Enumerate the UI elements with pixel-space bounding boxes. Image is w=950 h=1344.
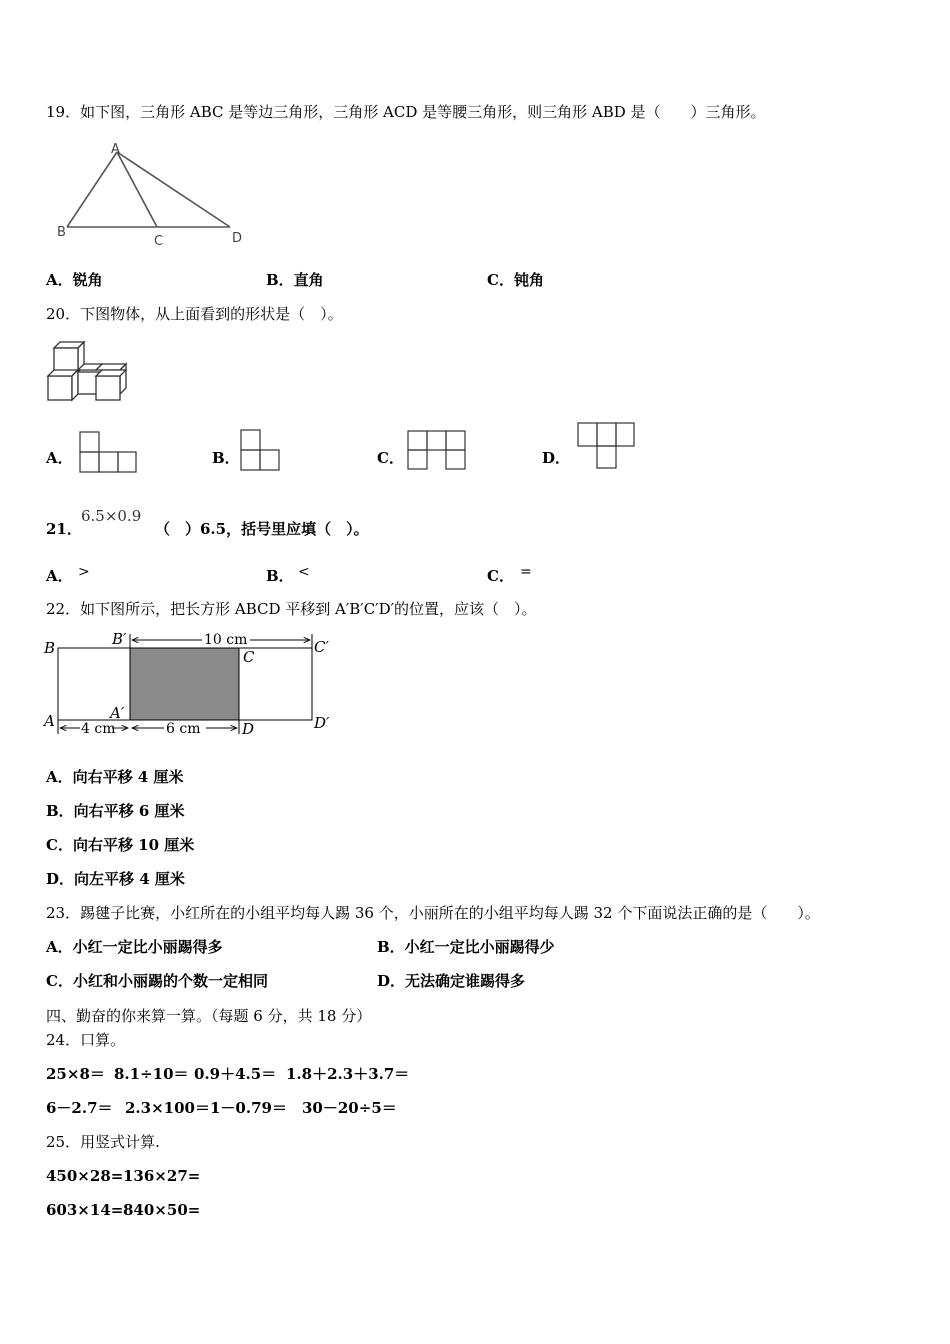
label-d: D bbox=[242, 720, 255, 738]
label-a-prime: A′ bbox=[110, 704, 125, 722]
q25-item: 136×27= bbox=[123, 1167, 201, 1185]
label-b-prime: B′ bbox=[112, 630, 127, 648]
q23-option-d: D．无法确定谁踢得多 bbox=[377, 972, 526, 990]
q24-item: 25×8＝ bbox=[46, 1065, 105, 1083]
label-a: A bbox=[111, 142, 120, 157]
q24-item: 1.8＋2.3＋3.7＝ bbox=[286, 1065, 410, 1083]
q19-option-c: C．钝角 bbox=[487, 271, 544, 289]
section-4-title: 四、勤奋的你来算一算。（每题 6 分，共 18 分） bbox=[46, 1007, 372, 1025]
option-d-shape bbox=[578, 423, 636, 471]
q25-text: 25．用竖式计算. bbox=[46, 1133, 160, 1151]
label-c: C bbox=[154, 234, 164, 249]
q23-option-b: B．小红一定比小丽踢得少 bbox=[377, 938, 555, 956]
q23-option-c: C．小红和小丽踢的个数一定相同 bbox=[46, 972, 268, 990]
option-b-shape bbox=[241, 430, 281, 472]
q21-number: 21． bbox=[46, 520, 82, 538]
label-d-prime: D′ bbox=[314, 714, 330, 732]
cube-figure bbox=[46, 340, 136, 404]
q21-expression: 6.5×0.9 bbox=[81, 507, 142, 525]
label-a: A bbox=[44, 712, 55, 730]
q22-option-a: A．向右平移 4 厘米 bbox=[46, 768, 184, 786]
label-b: B bbox=[44, 639, 56, 657]
q25-item: 840×50= bbox=[123, 1201, 201, 1219]
q20-option-c: C． bbox=[377, 449, 404, 467]
dim-10cm: 10 cm bbox=[204, 632, 248, 648]
q24-text: 24．口算。 bbox=[46, 1031, 126, 1049]
q25-item: 450×28= bbox=[46, 1167, 124, 1185]
label-b: B bbox=[57, 225, 66, 240]
q20-text: 20．下图物体，从上面看到的形状是（ ）。 bbox=[46, 305, 343, 323]
shaded-rectangle bbox=[130, 648, 239, 720]
q19-option-b: B．直角 bbox=[266, 271, 324, 289]
label-c-prime: C′ bbox=[314, 638, 329, 656]
q23-text: 23．踢毽子比赛，小红所在的小组平均每人踢 36 个，小丽所在的小组平均每人踢 32 个下面说法正确的是（ ）。 bbox=[46, 904, 820, 922]
q22-text: 22．如下图所示，把长方形 ABCD 平移到 A′B′C′D′的位置，应该（ ）。 bbox=[46, 600, 537, 618]
q21-option-b: B． bbox=[266, 567, 294, 585]
q19-option-a: A．锐角 bbox=[46, 271, 103, 289]
q19-text: 19．如下图，三角形 ABC 是等边三角形，三角形 ACD 是等腰三角形，则三角形 ABD 是（ ）三角形。 bbox=[46, 103, 766, 121]
option-a-shape bbox=[80, 432, 138, 474]
q20-option-d: D． bbox=[542, 449, 571, 467]
side-ac bbox=[117, 152, 157, 227]
side-ab bbox=[67, 152, 117, 227]
q22-option-d: D．向左平移 4 厘米 bbox=[46, 870, 185, 888]
q21-option-c: C． bbox=[487, 567, 514, 585]
side-ad bbox=[117, 152, 230, 227]
q22-option-b: B．向右平移 6 厘米 bbox=[46, 802, 185, 820]
translation-figure bbox=[44, 628, 344, 740]
q24-item: 1－0.79＝ bbox=[210, 1099, 287, 1117]
q24-item: 30－20÷5＝ bbox=[302, 1099, 397, 1117]
triangle-figure bbox=[55, 140, 255, 250]
q23-option-a: A．小红一定比小丽踢得多 bbox=[46, 938, 223, 956]
q24-item: 2.3×100＝ bbox=[125, 1099, 210, 1117]
q22-option-c: C．向右平移 10 厘米 bbox=[46, 836, 195, 854]
symbol-greater: > bbox=[78, 564, 90, 580]
q25-item: 603×14= bbox=[46, 1201, 124, 1219]
dim-6cm: 6 cm bbox=[166, 721, 201, 737]
label-d: D bbox=[232, 231, 243, 246]
symbol-less: < bbox=[298, 564, 310, 580]
label-c: C bbox=[243, 648, 255, 666]
q20-option-a: A． bbox=[46, 449, 73, 467]
q24-item: 0.9＋4.5＝ bbox=[194, 1065, 277, 1083]
dim-4cm: 4 cm bbox=[81, 721, 116, 737]
q21-text: （ ）6.5，括号里应填（ ）。 bbox=[155, 520, 369, 538]
q21-option-a: A． bbox=[46, 567, 73, 585]
q20-option-b: B． bbox=[212, 449, 240, 467]
symbol-equal: = bbox=[520, 564, 532, 580]
q24-item: 8.1÷10＝ bbox=[114, 1065, 189, 1083]
q24-item: 6－2.7＝ bbox=[46, 1099, 113, 1117]
option-c-shape bbox=[408, 431, 468, 473]
